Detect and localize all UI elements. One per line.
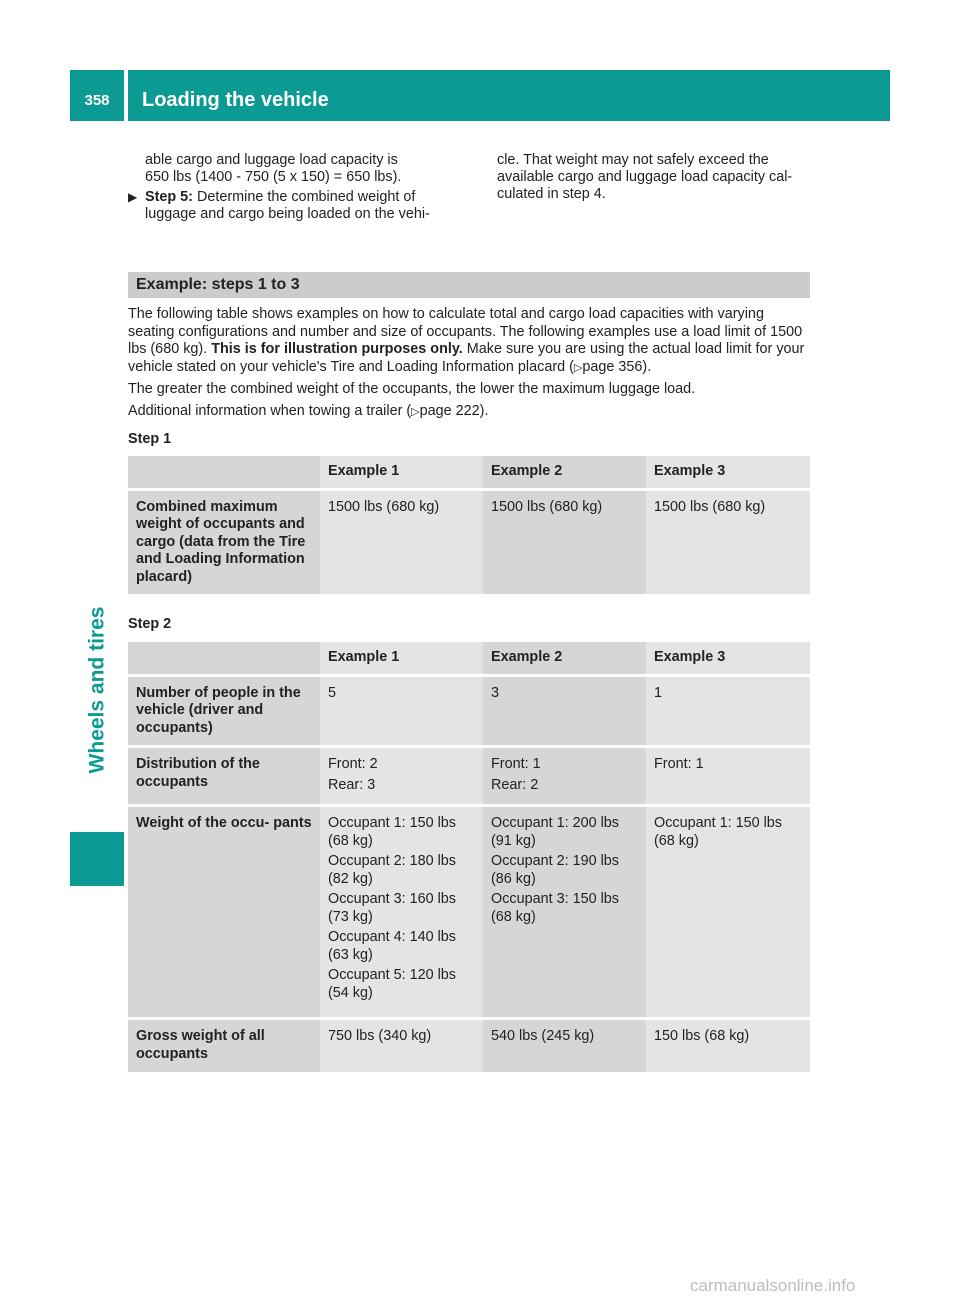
intro-line: able cargo and luggage load capacity is	[145, 152, 398, 168]
intro-left-column	[128, 152, 468, 223]
table-cell	[320, 1020, 483, 1075]
cell-line: Front: 2	[328, 756, 378, 772]
intro-line: 650 lbs (1400 - 750 (5 x 150) = 650 lbs).	[145, 169, 402, 185]
table-cell: 1500 lbs (680 kg)	[320, 491, 483, 598]
table-header-cell: Example 2	[483, 456, 646, 491]
step5-text-cont: luggage and cargo being loaded on the vehi-	[145, 206, 430, 222]
step2-table	[128, 642, 810, 1075]
cell-line: Rear: 3	[328, 776, 376, 793]
table-cell	[483, 677, 646, 749]
paragraph	[128, 403, 812, 422]
table-row	[128, 1020, 810, 1075]
cell-line: 5	[328, 684, 337, 701]
page-ref-link[interactable]: page 222).	[419, 402, 489, 419]
step1-table	[128, 456, 810, 597]
table-header-row	[128, 642, 810, 677]
table-row	[128, 748, 810, 807]
table-header-cell: Example 2	[483, 642, 646, 677]
row-label: Number of people in the vehicle (driver and occupants)	[128, 677, 320, 749]
table-header-cell: Example 3	[646, 642, 810, 677]
intro-right-column	[497, 152, 817, 203]
table-cell	[646, 1020, 810, 1075]
intro-line: available cargo and luggage load capacity cal-	[497, 169, 793, 185]
cell-line: Occupant 1: 150 lbs (68 kg)	[328, 815, 456, 849]
cell-line: Front: 1	[491, 756, 541, 772]
step5-label: Step 5:	[145, 189, 193, 205]
table-header-cell: Example 1	[320, 456, 483, 491]
cell-line: Occupant 4: 140 lbs (63 kg)	[328, 929, 456, 963]
watermark: carmanualsonline.info	[690, 1276, 856, 1295]
cell-line: 150 lbs (68 kg)	[654, 1028, 750, 1044]
page-number: 358	[70, 70, 124, 121]
cell-line: 750 lbs (340 kg)	[328, 1028, 432, 1044]
cell-line: 1	[654, 684, 663, 701]
table-cell	[320, 807, 483, 1020]
page-ref-arrow-icon: ▷	[411, 405, 420, 418]
cell-line: Occupant 2: 180 lbs (82 kg)	[328, 853, 456, 887]
table-row	[128, 491, 810, 598]
paragraph: The greater the combined weight of the occupants, the lower the maximum luggage load.	[128, 381, 696, 397]
row-label: Combined maximum weight of occupants and cargo (data from the Tire and Loading Information placard)	[128, 491, 320, 598]
step2-label: Step 2	[128, 616, 172, 632]
table-header-row	[128, 456, 810, 491]
table-header-cell: Example 1	[320, 642, 483, 677]
cell-line: 540 lbs (245 kg)	[491, 1028, 595, 1044]
table-cell	[646, 807, 810, 1020]
para1-emphasis: This is for illustration purposes only.	[211, 341, 463, 357]
step5-instruction	[128, 189, 468, 223]
para1-text-a: The following table shows examples on how to calculate total and cargo load capacities with varying seating configurations and number and size of occupants. The following examples use a load limit of 1500 lbs (680 kg).	[128, 306, 803, 357]
table-row	[128, 807, 810, 1020]
side-section-text: Wheels and tires	[85, 606, 109, 774]
table-cell	[646, 748, 810, 807]
table-cell	[483, 807, 646, 1020]
section-body	[128, 306, 812, 425]
table-header-cell: Example 3	[646, 456, 810, 491]
cell-line: Occupant 3: 160 lbs (73 kg)	[328, 891, 456, 925]
row-label: Distribution of the occupants	[128, 748, 320, 807]
section-heading: Example: steps 1 to 3	[128, 272, 810, 298]
table-cell	[320, 677, 483, 749]
step1-label: Step 1	[128, 431, 172, 447]
row-label: Weight of the occu- pants	[128, 807, 320, 1020]
side-section-label	[74, 560, 120, 820]
para3-text: Additional information when towing a trailer (	[128, 402, 412, 419]
table-cell	[483, 748, 646, 807]
row-label: Gross weight of all occupants	[128, 1020, 320, 1075]
step-arrow-icon: ▶	[128, 190, 138, 204]
cell-line: Occupant 5: 120 lbs (54 kg)	[328, 967, 456, 1001]
page-ref-arrow-icon: ▷	[573, 361, 583, 374]
table-row	[128, 677, 810, 749]
intro-line: cle. That weight may not safely exceed the	[497, 152, 769, 168]
table-cell	[320, 748, 483, 807]
cell-line: Occupant 1: 200 lbs (91 kg)	[491, 815, 619, 849]
page-ref-link[interactable]: page 356).	[582, 358, 652, 375]
intro-line: culated in step 4.	[497, 186, 606, 202]
paragraph	[128, 306, 812, 377]
table-cell: 1500 lbs (680 kg)	[646, 491, 810, 598]
cell-line: Occupant 2: 190 lbs (86 kg)	[491, 853, 619, 887]
table-cell	[483, 1020, 646, 1075]
para1-text-b: Make sure you are using the actual load limit for your vehicle stated on your vehicle's Tire and Loading Information placard (	[128, 341, 805, 375]
step5-text: Determine the combined weight of	[192, 189, 416, 205]
cell-line: 3	[491, 684, 500, 701]
cell-line: Rear: 2	[491, 776, 539, 793]
side-tab-marker	[70, 832, 124, 886]
cell-line: Occupant 1: 150 lbs (68 kg)	[654, 815, 782, 849]
table-header-cell	[128, 642, 320, 677]
table-cell: 1500 lbs (680 kg)	[483, 491, 646, 598]
table-cell	[646, 677, 810, 749]
table-header-cell	[128, 456, 320, 491]
cell-line: Front: 1	[654, 756, 704, 772]
cell-line: Occupant 3: 150 lbs (68 kg)	[491, 891, 619, 925]
chapter-title: Loading the vehicle	[128, 70, 890, 121]
